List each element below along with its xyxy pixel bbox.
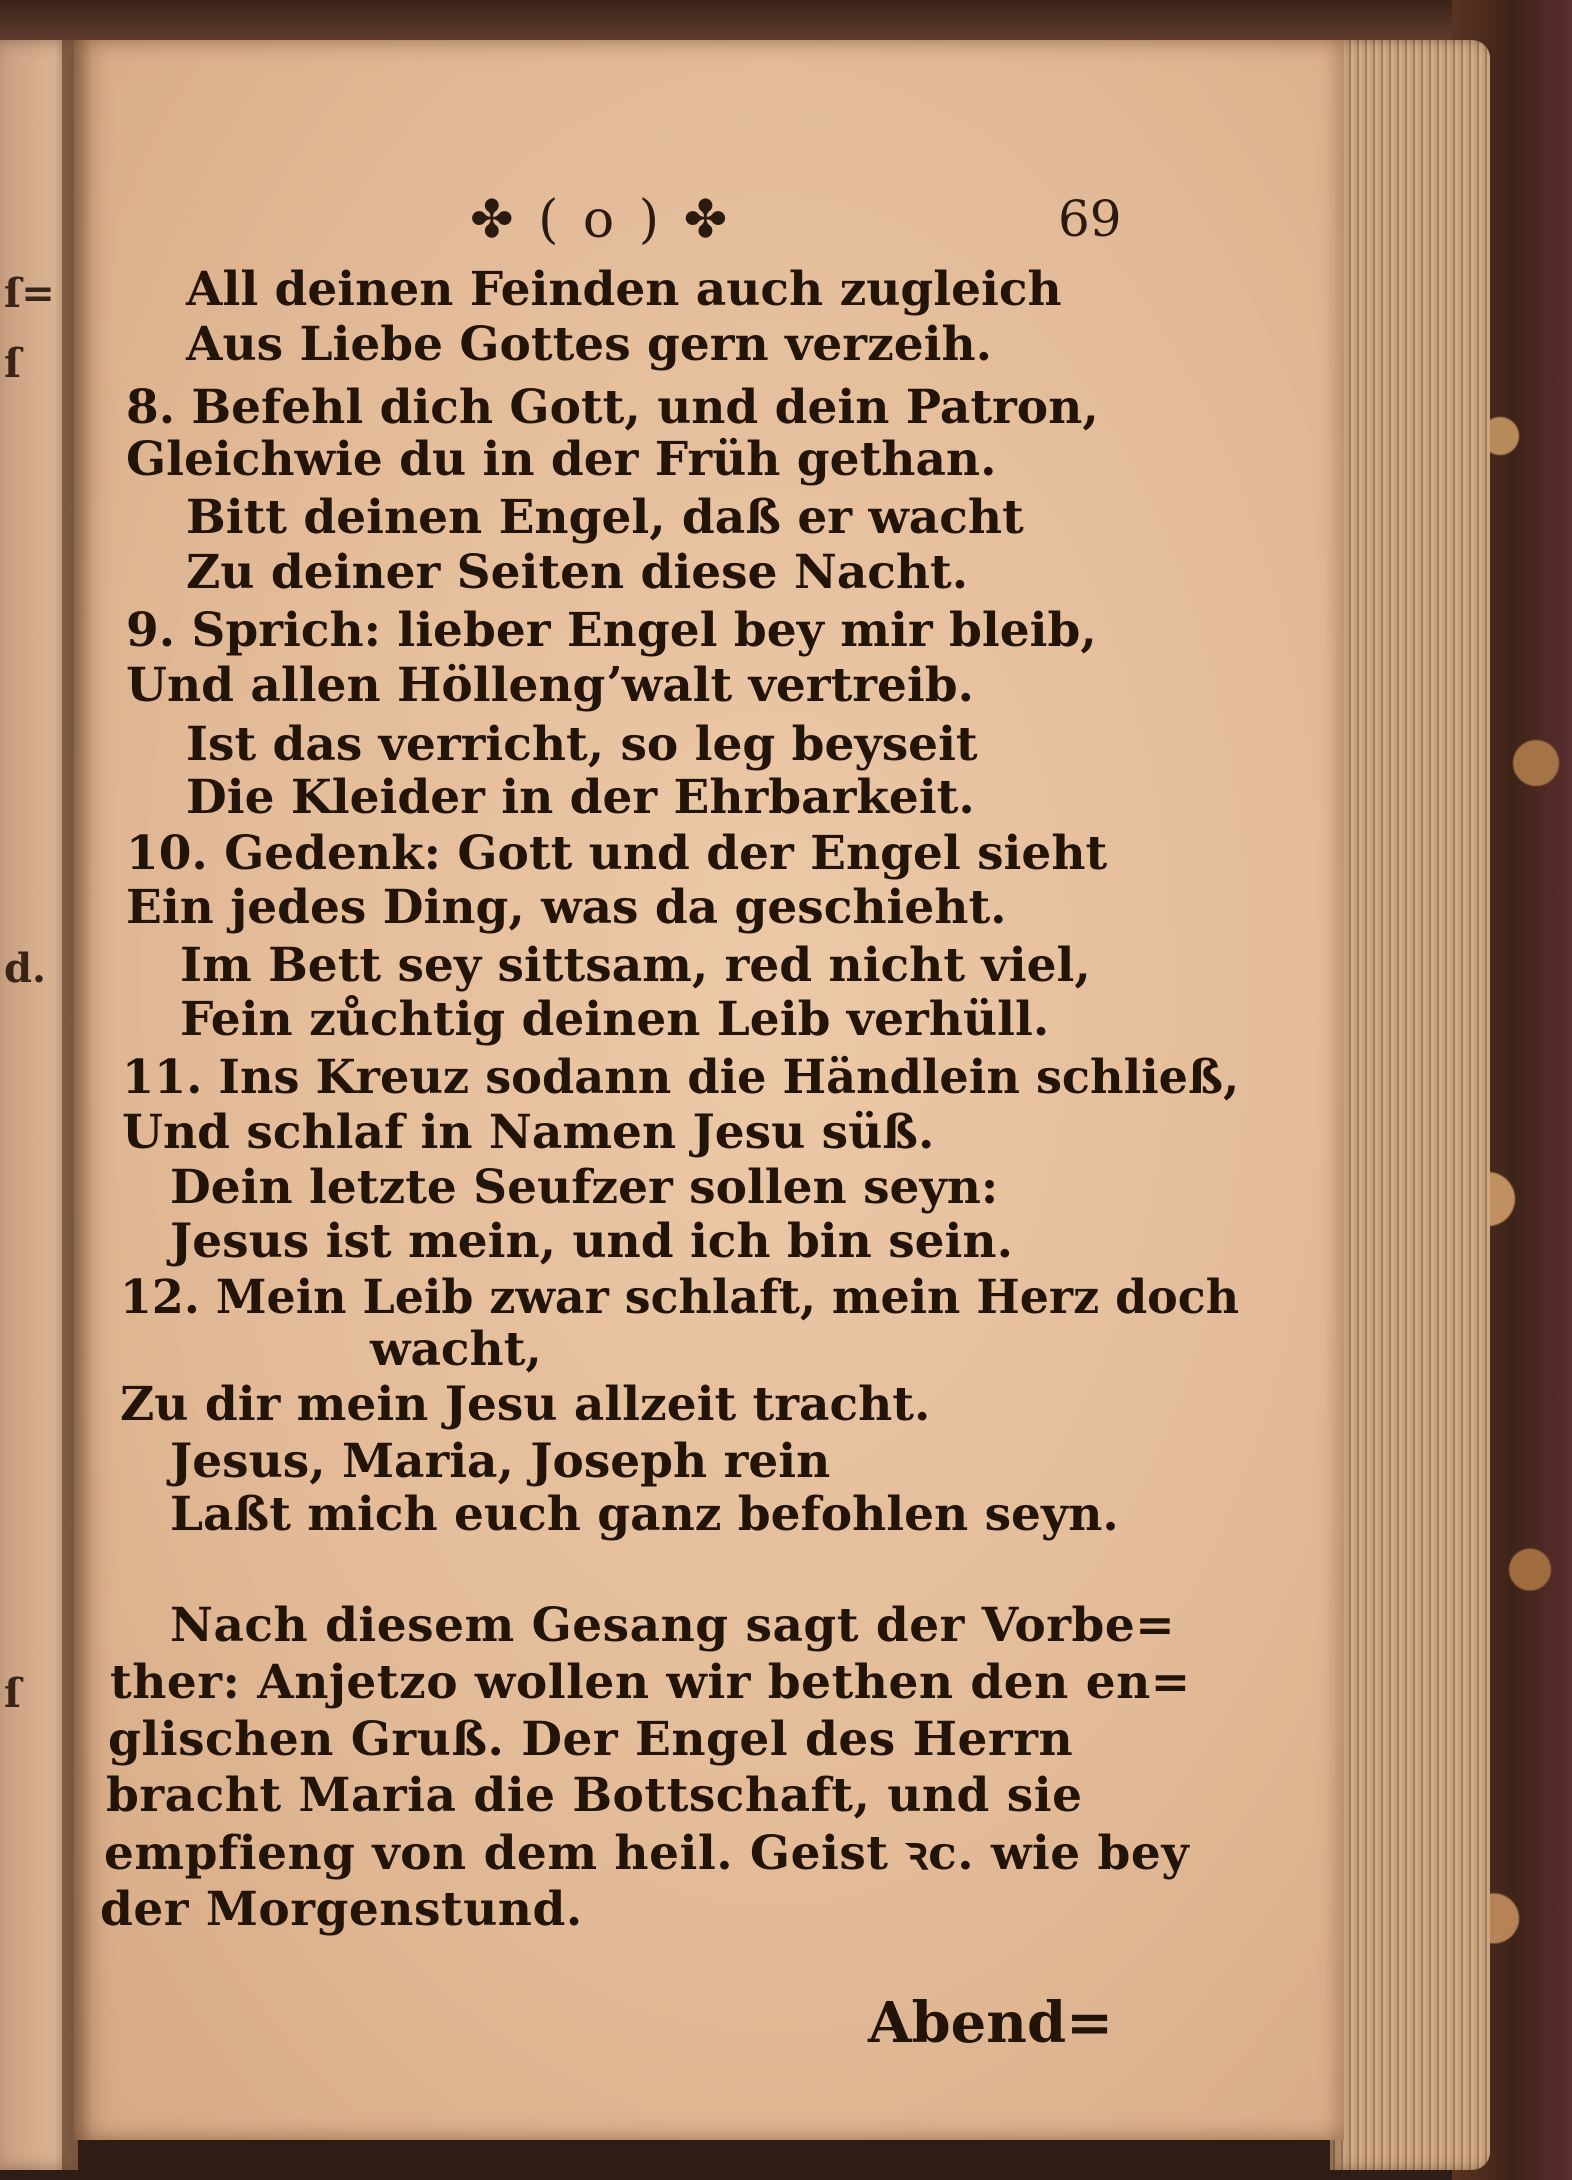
prose-line: Nach diesem Gesang sagt der Vorbe=	[170, 1598, 1176, 1653]
left-page-fragment: d.	[4, 945, 46, 992]
page-number: 69	[1058, 190, 1122, 248]
hymn-line: 12. Mein Leib zwar schlaft, mein Herz doch	[120, 1270, 1240, 1325]
hymn-line: All deinen Feinden auch zugleich	[186, 262, 1062, 317]
running-head: ✤ ( o ) ✤	[470, 190, 732, 250]
hymn-line: 9. Sprich: lieber Engel bey mir bleib,	[126, 603, 1097, 658]
page-edges	[1330, 40, 1490, 2170]
hymn-line: 8. Befehl dich Gott, und dein Patron,	[126, 380, 1099, 435]
hymn-line: 11. Ins Kreuz sodann die Händlein schließ,	[122, 1050, 1240, 1105]
prose-line: glischen Gruß. Der Engel des Herrn	[108, 1712, 1074, 1767]
hymn-line: Und schlaf in Namen Jesu süß.	[122, 1105, 935, 1160]
hymn-line: Bitt deinen Engel, daß er wacht	[186, 490, 1024, 545]
hymn-line: Dein letzte Seufzer sollen seyn:	[170, 1160, 999, 1215]
hymn-line: Gleichwie du in der Früh gethan.	[126, 432, 997, 487]
catchword: Abend=	[868, 1990, 1114, 2056]
hymn-line: Und allen Höllengʼwalt vertreib.	[126, 658, 975, 713]
left-page-fragment: ſ	[4, 340, 22, 387]
hymn-line: Ein jedes Ding, was da geschieht.	[126, 880, 1007, 935]
hymn-line: Jesus, Maria, Joseph rein	[170, 1434, 831, 1489]
hymn-line: Laßt mich euch ganz befohlen seyn.	[170, 1487, 1119, 1542]
hymn-line: Zu dir mein Jesu allzeit tracht.	[120, 1377, 931, 1432]
left-page-fragment: ſ	[4, 1670, 22, 1717]
prose-line: der Morgenstund.	[100, 1882, 583, 1937]
hymn-line: Jesus ist mein, und ich bin sein.	[170, 1214, 1013, 1269]
hymn-line: wacht,	[370, 1322, 542, 1377]
hymn-line: 10. Gedenk: Gott und der Engel sieht	[126, 826, 1108, 881]
hymn-line: Fein zůchtig deinen Leib verhüll.	[180, 992, 1050, 1047]
prose-line: ther: Anjetzo wollen wir bethen den en=	[110, 1655, 1191, 1710]
hymn-line: Ist das verricht, so leg beyseit	[186, 717, 978, 772]
hymn-line: Aus Liebe Gottes gern verzeih.	[186, 317, 993, 372]
left-page-fragment: ſ=	[4, 270, 55, 317]
prose-line: bracht Maria die Bottschaft, und sie	[106, 1768, 1083, 1823]
hymn-line: Zu deiner Seiten diese Nacht.	[186, 545, 969, 600]
prose-line: empfieng von dem heil. Geist ꝛc. wie bey	[104, 1826, 1190, 1881]
hymn-line: Im Bett sey sittsam, red nicht viel,	[180, 938, 1091, 993]
gutter-shadow	[62, 40, 92, 2170]
hymn-line: Die Kleider in der Ehrbarkeit.	[186, 770, 975, 825]
